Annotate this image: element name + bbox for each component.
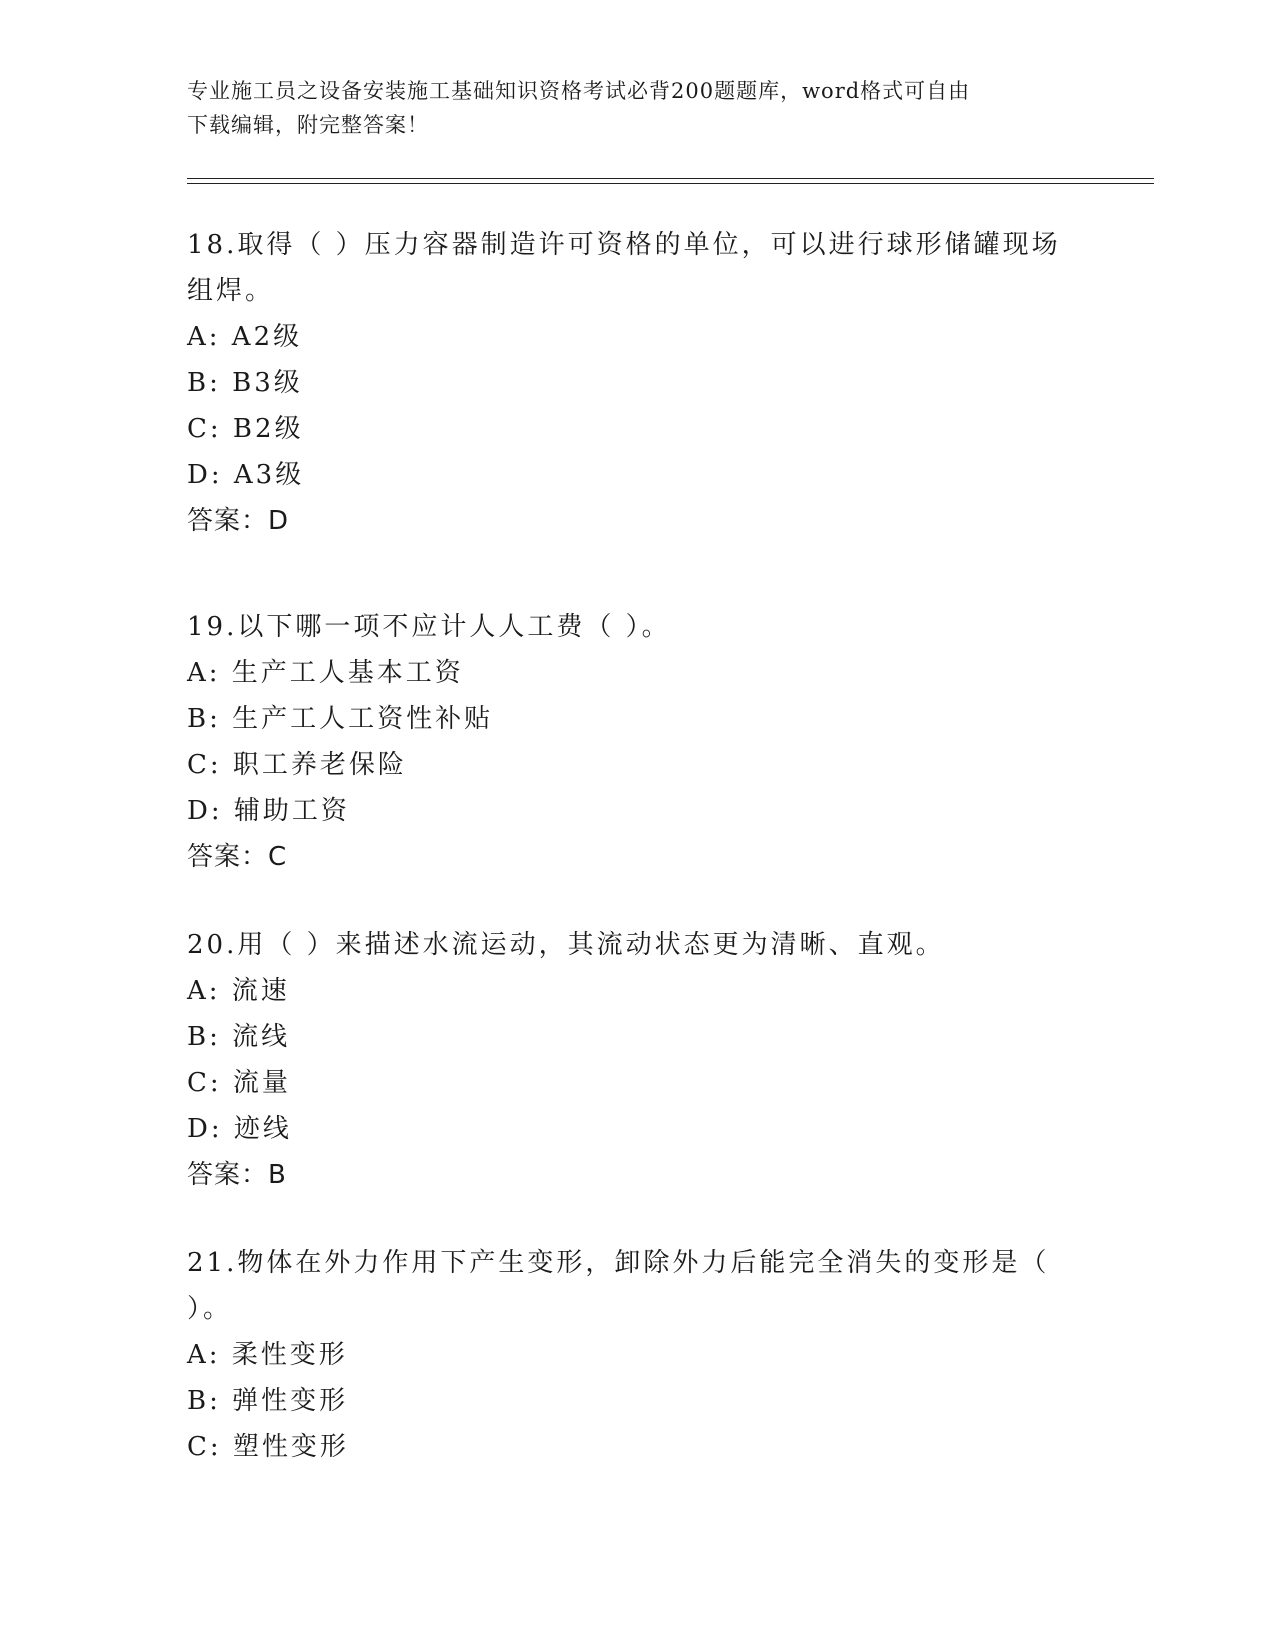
header-divider	[187, 178, 1154, 184]
option-a: A: 生产工人基本工资	[187, 658, 464, 688]
answer: 答案：B	[187, 1160, 287, 1190]
option-d: D: 迹线	[187, 1114, 292, 1144]
option-a: A: 柔性变形	[187, 1340, 348, 1370]
question-text: 19.以下哪一项不应计人人工费（ ）。	[187, 612, 671, 642]
question-19	[187, 604, 1067, 880]
question-text: 21.物体在外力作用下产生变形，卸除外力后能完全消失的变形是（	[187, 1248, 1050, 1278]
question-text: 18.取得（ ）压力容器制造许可资格的单位，可以进行球形储罐现场	[187, 230, 1061, 260]
option-d: D: A3级	[187, 460, 305, 490]
answer: 答案：D	[187, 506, 290, 536]
option-a: A: 流速	[187, 976, 290, 1006]
option-c: C: 职工养老保险	[187, 750, 407, 780]
option-c: C: B2级	[187, 414, 304, 444]
header-line-1: 专业施工员之设备安装施工基础知识资格考试必背200题题库，word格式可自由	[187, 79, 971, 103]
answer: 答案：C	[187, 842, 288, 872]
option-c: C: 塑性变形	[187, 1432, 349, 1462]
question-text: 20.用（ ）来描述水流运动，其流动状态更为清晰、直观。	[187, 930, 945, 960]
question-21	[187, 1240, 1067, 1470]
option-b: B: 流线	[187, 1022, 291, 1052]
option-b: B: B3级	[187, 368, 303, 398]
option-c: C: 流量	[187, 1068, 291, 1098]
question-20	[187, 922, 1067, 1198]
option-b: B: 生产工人工资性补贴	[187, 704, 494, 734]
option-d: D: 辅助工资	[187, 796, 350, 826]
question-text-cont: ）。	[187, 1294, 233, 1324]
header-line-2: 下载编辑，附完整答案！	[187, 113, 429, 137]
document-header	[187, 74, 1087, 142]
option-a: A: A2级	[187, 322, 303, 352]
option-b: B: 弹性变形	[187, 1386, 349, 1416]
question-18	[187, 222, 1067, 544]
question-text-cont: 组焊。	[187, 276, 275, 306]
